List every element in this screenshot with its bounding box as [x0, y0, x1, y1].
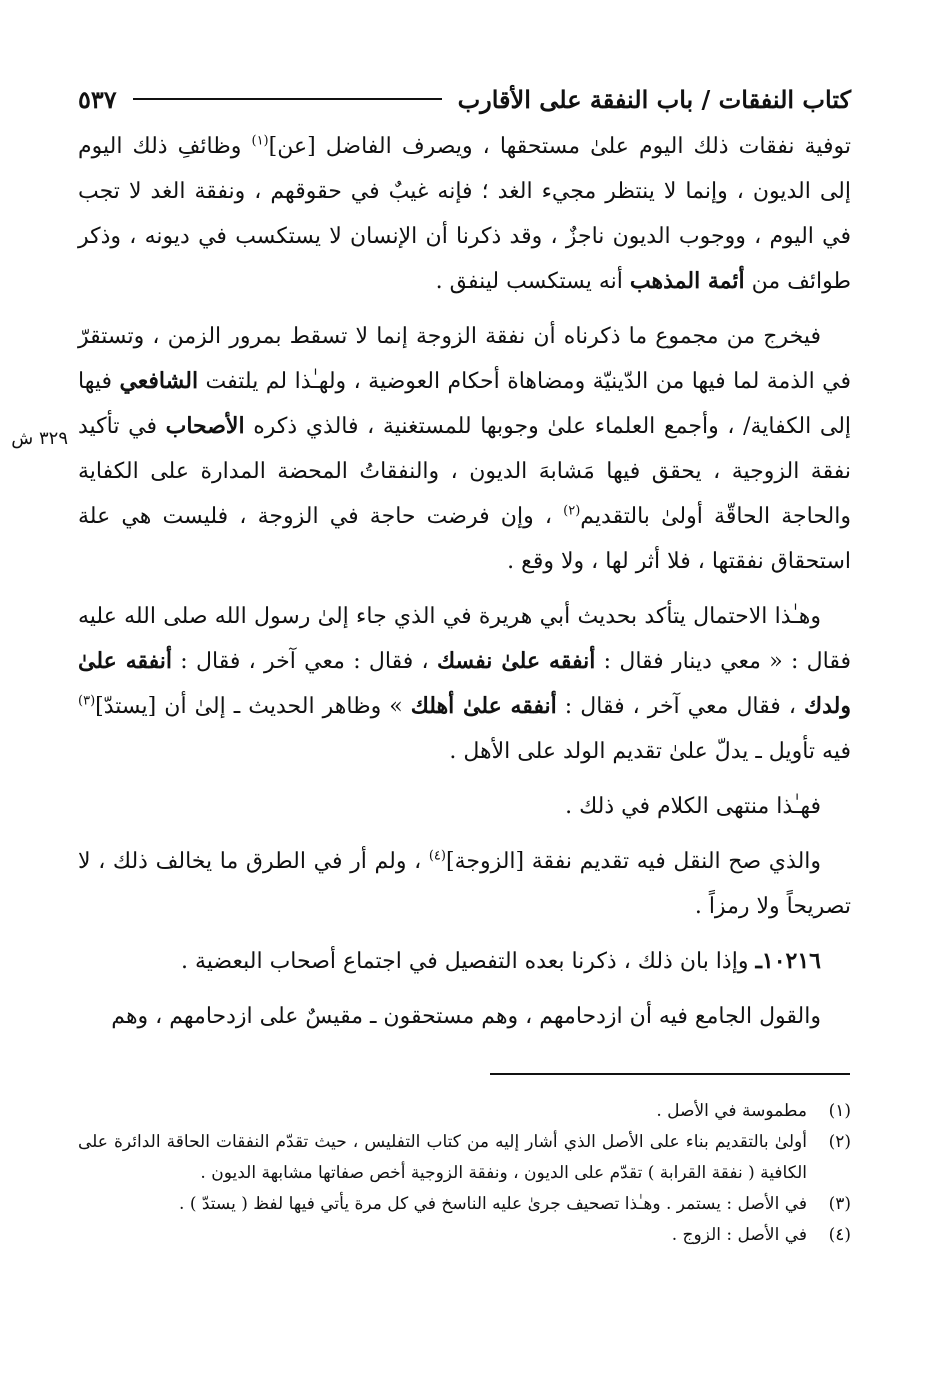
paragraph — [78, 314, 851, 584]
paragraph — [78, 839, 851, 929]
text-run: وهـٰذا الاحتمال يتأكد بحديث أبي هريرة في الذي جاء إلىٰ رسول الله صلى الله عليه فقال : « معي دينار فقال : — [78, 604, 851, 674]
text-run: فيه تأويل ـ يدلّ علىٰ تقديم الولد على الأهل . — [449, 739, 851, 764]
footnote-number: (١) — [828, 1101, 851, 1121]
paragraph — [78, 939, 851, 984]
page-number: ٥٣٧ — [78, 84, 117, 114]
footnote-number: (٢) — [828, 1132, 851, 1152]
footnote-number: (٤) — [828, 1225, 851, 1245]
text-run: فهـٰذا منتهى الكلام في ذلك . — [565, 794, 821, 819]
margin-folio-note: ٣٢٩ ش — [11, 428, 68, 449]
bold-term: الشافعي — [119, 368, 199, 394]
bold-term: أنفقه علىٰ ولدك — [78, 648, 851, 719]
footnote-ref: (٣) — [78, 693, 96, 709]
footnote-ref: (٢) — [563, 503, 581, 519]
text-run: أنه يستكسب لينفق . — [435, 269, 630, 294]
paragraph — [78, 994, 851, 1039]
text-run: » وظاهر الحديث ـ إلىٰ أن [يستدّ] — [95, 694, 411, 719]
bold-term: أئمة المذهب — [629, 268, 745, 294]
text-run: في تأكيد نفقة الزوجية ، يحقق فيها مَشابهَ الديون ، والنفقاتُ المحضة المدارة على الكفاية والحاجة الحاقّة أولىٰ بالتقديم — [78, 414, 851, 529]
footnote-text: في الأصل : الزوج . — [671, 1225, 807, 1245]
bold-term: أنفقه علىٰ نفسك — [436, 648, 596, 674]
footnote — [78, 1127, 851, 1189]
text-run: وظائفِ ذلك اليوم إلى الديون ، وإنما لا ينتظر مجيء الغد ؛ فإنه غيبٌ في حقوقهم ، ونفقة الغد لا تجب في اليوم ، ووجوب الديون ناجزٌ ، وقد ذكرنا أن الإنسان لا يستكسب في ديونه ، وذكر طوائف من — [78, 134, 851, 294]
footnote-separator — [490, 1073, 850, 1075]
running-title: كتاب النفقات / باب النفقة على الأقارب — [457, 84, 851, 114]
paragraph — [78, 784, 851, 829]
footnote-text: أولىٰ بالتقديم بناء على الأصل الذي أشار إليه من كتاب التفليس ، حيث تقدّم النفقات الحاقة الدائرة على الكافية ( نفقة القرابة ) تقدّم على الديون ، ونفقة الزوجية أخص صفاتها مشابهة الديون . — [78, 1132, 807, 1183]
text-run: توفية نفقات ذلك اليوم علىٰ مستحقها ، ويصرف الفاضل [عن] — [268, 134, 851, 159]
footnote — [78, 1189, 851, 1220]
footnote-text: في الأصل : يستمر . وهـٰذا تصحيف جرىٰ عليه الناسخ في كل مرة يأتي فيها لفظ ( يستدّ ) . — [179, 1194, 807, 1214]
bold-term: الأصحاب — [165, 413, 245, 439]
page-header — [78, 74, 851, 124]
text-run: ، وإن فرضت حاجة في الزوجة ، فليست هي علة استحقاق نفقتها ، فلا أثر لها ، ولا وقع . — [78, 504, 851, 574]
text-run: فيخرج من مجموع ما ذكرناه أن نفقة الزوجة إنما لا تسقط بمرور الزمن ، وتستقرّ في الذمة لما فيها من الدّينيّة ومضاهاة أحكام العوضية ، ولهـٰذا لم يلتفت — [78, 324, 851, 394]
paragraph — [78, 124, 851, 304]
text-run: والذي صح النقل فيه تقديم نفقة [الزوجة] — [445, 849, 822, 874]
text-run: ، ولم أر في الطرق ما يخالف ذلك ، لا تصريحاً ولا رمزاً . — [78, 849, 851, 919]
text-run: وإذا بان ذلك ، ذكرنا بعده التفصيل في اجتماع أصحاب البعضية . — [181, 949, 756, 974]
footnote — [78, 1220, 851, 1251]
text-run: والقول الجامع فيه أن ازدحامهم ، وهم مستحقون ـ مقيسٌ على ازدحامهم ، وهم — [111, 1004, 821, 1029]
footnote-ref: (١) — [251, 133, 269, 149]
footnote-text: مطموسة في الأصل . — [656, 1101, 807, 1121]
footnote-number: (٣) — [828, 1194, 851, 1214]
paragraph — [78, 594, 851, 774]
text-run: فيها إلى الكفاية/ ، وأجمع العلماء علىٰ وجوبها للمستغنية ، فالذي ذكره — [78, 369, 852, 439]
header-rule — [133, 98, 442, 100]
footnotes — [78, 1096, 851, 1251]
bold-term: ١٠٢١٦ـ — [755, 948, 821, 974]
text-run: ، فقال : معي آخر ، فقال : — [172, 649, 437, 674]
footnote — [78, 1096, 851, 1127]
bold-term: أنفقه علىٰ أهلك — [410, 693, 557, 719]
main-text — [78, 124, 851, 1049]
text-run: ، فقال معي آخر ، فقال : — [556, 694, 804, 719]
footnote-ref: (٤) — [428, 848, 446, 864]
